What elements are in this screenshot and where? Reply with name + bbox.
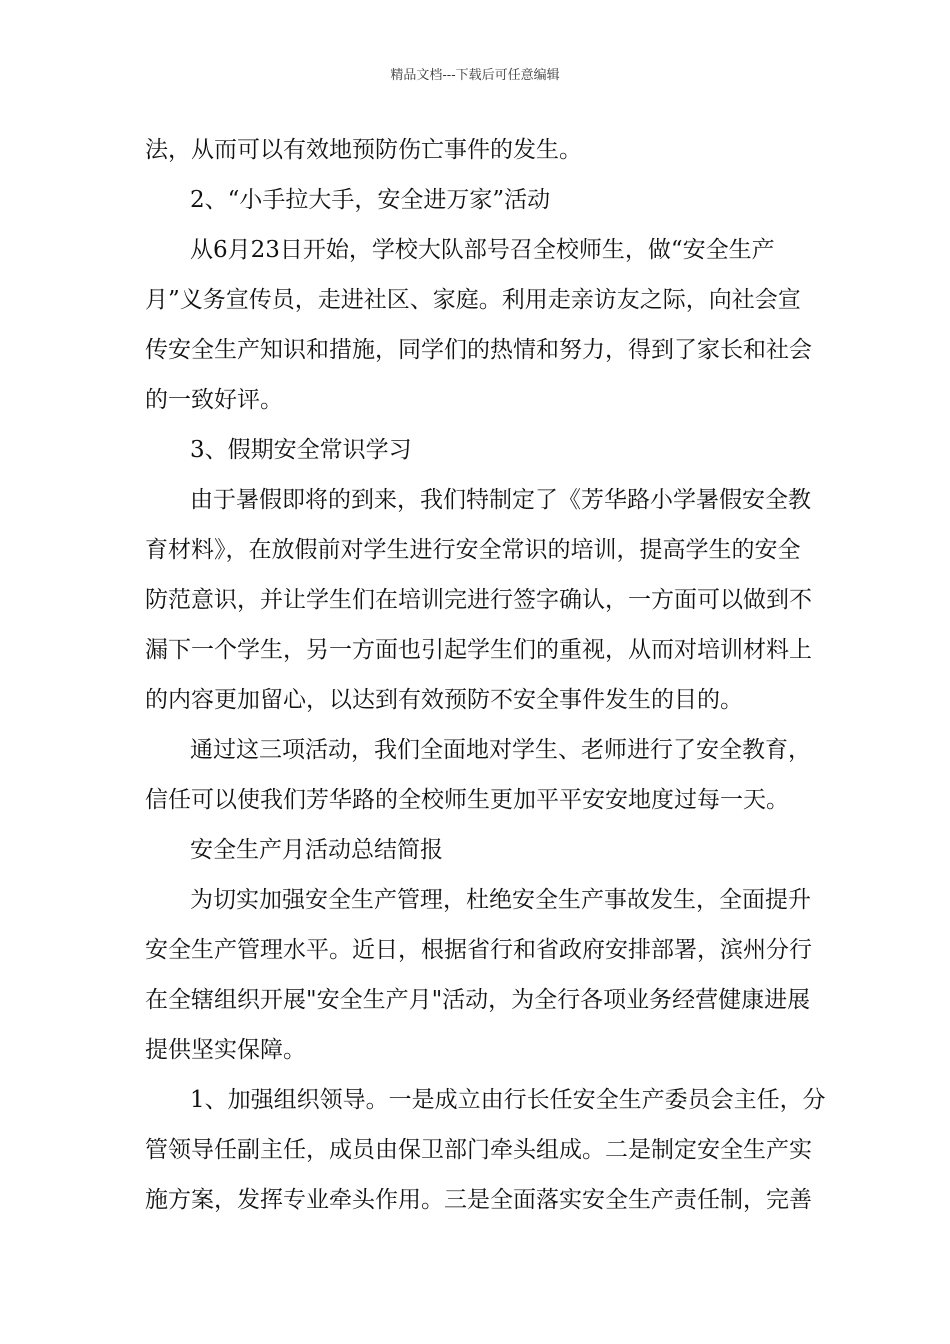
page-header: 精品文档---下载后可任意编辑 [390, 68, 560, 83]
body-line: 提供坚实保障。 [145, 1037, 306, 1063]
body-line: 的一致好评。 [145, 387, 283, 413]
body-line: 信任可以使我们芳华路的全校师生更加平平安安地度过每一天。 [145, 787, 789, 813]
body-line: 从6月23日开始，学校大队部号召全校师生，做“安全生产 [190, 237, 775, 263]
body-line: 3、假期安全常识学习 [190, 437, 412, 463]
body-line: 育材料》，在放假前对学生进行安全常识的培训，提高学生的安全 [145, 537, 801, 563]
body-line: 通过这三项活动，我们全面地对学生、老师进行了安全教育， [190, 737, 811, 763]
body-line: 安全生产管理水平。近日，根据省行和省政府安排部署，滨州分行 [145, 937, 812, 963]
body-line: 月”义务宣传员，走进社区、家庭。利用走亲访友之际，向社会宣 [145, 287, 801, 313]
body-line: 由于暑假即将的到来，我们特制定了《芳华路小学暑假安全教 [190, 487, 811, 513]
body-line: 施方案，发挥专业牵头作用。三是全面落实安全生产责任制，完善 [145, 1187, 812, 1213]
body-line: 为切实加强安全生产管理，杜绝安全生产事故发生，全面提升 [190, 887, 811, 913]
section-title: 安全生产月活动总结简报 [190, 837, 443, 863]
body-line: 漏下一个学生，另一方面也引起学生们的重视，从而对培训材料上 [145, 637, 812, 663]
body-line: 1、加强组织领导。一是成立由行长任安全生产委员会主任，分 [190, 1087, 826, 1113]
body-line: 防范意识，并让学生们在培训完进行签字确认，一方面可以做到不 [145, 587, 812, 613]
body-line: 2、“小手拉大手，安全进万家”活动 [190, 187, 551, 213]
body-line: 的内容更加留心，以达到有效预防不安全事件发生的目的。 [145, 687, 743, 713]
body-line: 法，从而可以有效地预防伤亡事件的发生。 [145, 137, 582, 163]
body-line: 传安全生产知识和措施，同学们的热情和努力，得到了家长和社会 [145, 337, 812, 363]
body-line: 在全辖组织开展"安全生产月"活动，为全行各项业务经营健康进展 [145, 987, 811, 1013]
body-line: 管领导任副主任，成员由保卫部门牵头组成。二是制定安全生产实 [145, 1137, 812, 1163]
